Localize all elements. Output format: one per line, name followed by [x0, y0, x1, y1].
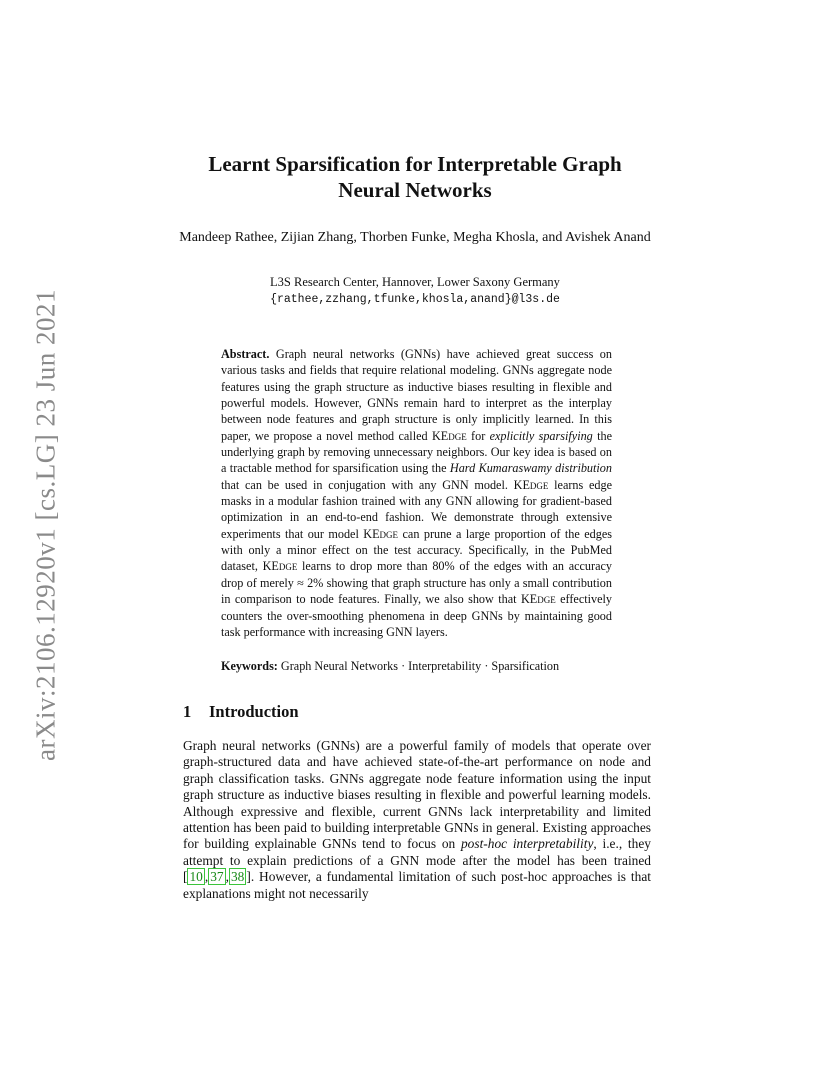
abstract [221, 346, 612, 640]
method-name: KEdge [262, 559, 298, 574]
citation-link[interactable]: 10 [189, 869, 203, 885]
method-name: KEdge [431, 428, 467, 443]
keywords-text: Graph Neural Networks · Interpretability · Sparsification [280, 659, 560, 673]
method-name: KEdge [363, 526, 399, 541]
abstract-text-3: that can be used in conjugation with any GNN model. [221, 477, 514, 492]
abstract-label: Abstract. [221, 347, 270, 361]
abstract-text-7: effectively counters the over-smoothing phenomena in deep GNNs by maintaining good task performance with increasing GNN layers. [221, 592, 612, 639]
affiliation-block [170, 274, 660, 308]
method-name: KEdge [513, 477, 549, 492]
abstract-emphasis-2: Hard Kumaraswamy distribution [449, 461, 612, 476]
introduction-paragraph: Graph neural networks (GNNs) are a powerful family of models that operate over graph-structured data and have achieved state-of-the-art performance on node and graph classification tasks. GNNs aggregate node feature information using the input graph structure as inductive biases resulting in flexible and powerful learning models. Although expressive and flexible, current GNNs lack interpretability and limited attention has been paid to building interpretable GNNs in general. Existing approaches for building explainable GNNs tend to focus on post-hoc interpretability, i.e., they attempt to explain predictions of a GNN mode after the model has been trained [ 10 , 37 , 38 ]. However, a fundamental limitation of such post-hoc approaches is that explanations might not necessarily [183, 738, 651, 901]
author-emails: {rathee,zzhang,tfunke,khosla,anand}@l3s.de [270, 293, 560, 306]
abstract-emphasis-1: explicitly sparsifying [489, 428, 593, 443]
intro-emphasis: post-hoc interpretability [460, 836, 594, 852]
abstract-text-1: Graph neural networks (GNNs) have achieved great success on various tasks and fields that require relational modeling. GNNs aggregate node features using the graph structure as inductive biases resulting in flexible and powerful models. However, GNNs remain hard to interpret as the interplay between node features and graph structure is only implicitly learned. In this paper, we propose a novel method called [221, 347, 612, 443]
paper-title: Learnt Sparsification for Interpretable Graph Neural Networks [208, 152, 622, 202]
affiliation-name: L3S Research Center, Hannover, Lower Saxony Germany [270, 275, 560, 289]
intro-text-1: Graph neural networks (GNNs) are a powerful family of models that operate over graph-structured data and have achieved state-of-the-art performance on node and graph classification tasks. GNNs aggregate node feature information using the input graph structure as inductive biases resulting in flexible and powerful learning models. Although expressive and flexible, current GNNs lack interpretability and limited attention has been paid to building interpretable GNNs in general. Existing approaches for building explainable GNNs tend to focus on [183, 738, 651, 852]
section-heading-introduction [183, 702, 299, 722]
section-title: Introduction [209, 702, 299, 721]
author-list: Mandeep Rathee, Zijian Zhang, Thorben Funke, Megha Khosla, and Avishek Anand [179, 230, 651, 245]
method-name: KEdge [520, 592, 556, 607]
abstract-text-4: learns edge masks in a modular fashion trained with any GNN allowing for gradient-based optimization in an end-to-end fashion. We demonstrate through extensive experiments that our model [221, 477, 612, 541]
citation-link[interactable]: 38 [230, 869, 245, 885]
intro-text-2: , i.e., they attempt to explain predictions of a GNN mode after the model has been trained [ [183, 836, 651, 885]
citation-link[interactable]: 37 [210, 869, 224, 885]
keywords-label: Keywords: [221, 659, 278, 673]
abstract-text-2: the underlying graph by removing unnecessary neighbors. Our key idea is based on a tractable method for sparsification using the [221, 428, 612, 476]
abstract-text-6: learns to drop more than 80% of the edges with an accuracy drop of merely ≈ 2% showing that graph structure has only a small contribution in comparison to node features. Finally, we also show that [221, 559, 612, 607]
abstract-text-2a: for [466, 428, 490, 443]
abstract-text-5: can prune a large proportion of the edges with only a minor effect on the test accuracy. Specifically, in the PubMed dataset, [221, 526, 612, 574]
intro-text-3: ]. However, a fundamental limitation of such post-hoc approaches is that explanations might not necessarily [183, 869, 651, 901]
arxiv-identifier: arXiv:2106.12920v1 [cs.LG] 23 Jun 2021 [30, 289, 61, 761]
keywords [221, 658, 621, 674]
section-number: 1 [183, 702, 192, 721]
